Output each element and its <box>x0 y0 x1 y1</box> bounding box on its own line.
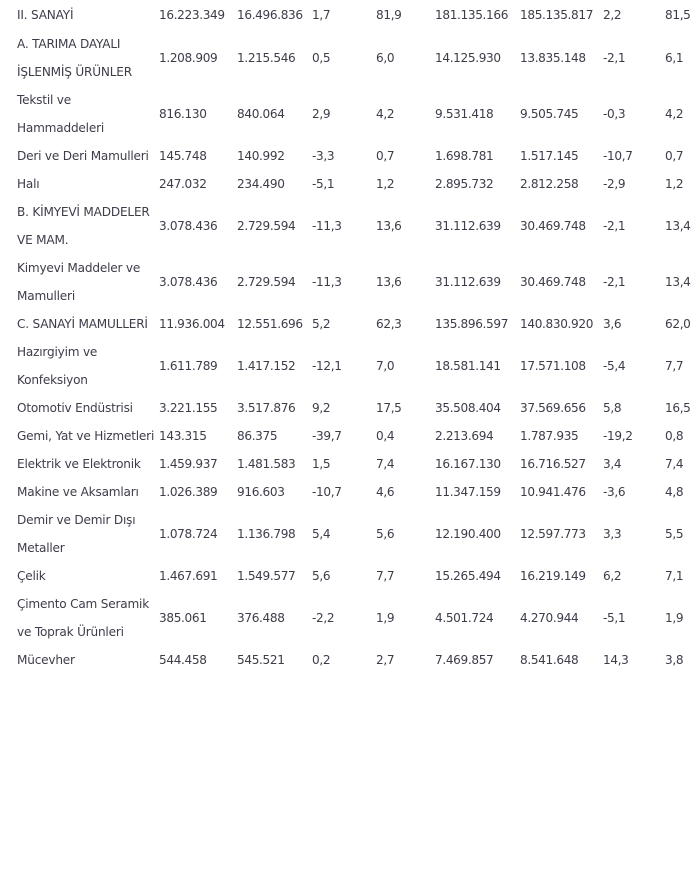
table-row <box>0 86 700 142</box>
sector-name-cell: Otomotiv Endüstrisi <box>17 401 133 415</box>
sector-name-cell: A. TARIMA DAYALI İŞLENMİŞ ÜRÜNLER <box>17 37 132 79</box>
share-cell: 1,2 <box>376 177 395 191</box>
sector-name-cell: Gemi, Yat ve Hizmetleri <box>17 429 155 443</box>
sector-name-cell: B. KİMYEVİ MADDELER VE MAM. <box>17 205 150 247</box>
change-cell: 6,2 <box>603 569 622 583</box>
change-cell: -2,2 <box>312 611 335 625</box>
change-cell: -3,6 <box>603 485 626 499</box>
share-cell: 7,7 <box>376 569 395 583</box>
share-cell: 4,6 <box>376 485 395 499</box>
table-row <box>0 562 700 590</box>
value-cell: 37.569.656 <box>520 401 586 415</box>
value-cell: 4.501.724 <box>435 611 494 625</box>
change-cell: -5,1 <box>603 611 626 625</box>
change-cell: 2,9 <box>312 107 331 121</box>
share-cell: 1,9 <box>665 611 684 625</box>
value-cell: 3.078.436 <box>159 219 218 233</box>
share-cell: 5,5 <box>665 527 684 541</box>
share-cell: 13,4 <box>665 219 691 233</box>
value-cell: 2.729.594 <box>237 275 296 289</box>
change-cell: 9,2 <box>312 401 331 415</box>
value-cell: 18.581.141 <box>435 359 501 373</box>
value-cell: 181.135.166 <box>435 8 509 22</box>
share-cell: 7,4 <box>665 457 684 471</box>
table-row <box>0 170 700 198</box>
value-cell: 11.347.159 <box>435 485 501 499</box>
sector-name-cell: Deri ve Deri Mamulleri <box>17 149 149 163</box>
change-cell: -5,1 <box>312 177 335 191</box>
share-cell: 3,8 <box>665 653 684 667</box>
change-cell: 1,7 <box>312 8 331 22</box>
value-cell: 12.597.773 <box>520 527 586 541</box>
value-cell: 13.835.148 <box>520 51 586 65</box>
table-row <box>0 506 700 562</box>
share-cell: 0,8 <box>665 429 684 443</box>
value-cell: 9.531.418 <box>435 107 494 121</box>
change-cell: -11,3 <box>312 275 342 289</box>
sector-name-cell: Çelik <box>17 569 46 583</box>
value-cell: 140.992 <box>237 149 285 163</box>
share-cell: 13,6 <box>376 219 402 233</box>
share-cell: 6,0 <box>376 51 395 65</box>
value-cell: 1.787.935 <box>520 429 579 443</box>
sector-name-cell: Makine ve Aksamları <box>17 485 139 499</box>
sector-name-cell: II. SANAYİ <box>17 8 74 22</box>
value-cell: 185.135.817 <box>520 8 594 22</box>
share-cell: 4,2 <box>665 107 684 121</box>
value-cell: 3.221.155 <box>159 401 218 415</box>
share-cell: 0,7 <box>376 149 395 163</box>
table-row <box>0 310 700 338</box>
change-cell: -2,1 <box>603 51 626 65</box>
sector-name-cell: Mücevher <box>17 653 75 667</box>
value-cell: 385.061 <box>159 611 207 625</box>
change-cell: 3,4 <box>603 457 622 471</box>
value-cell: 143.315 <box>159 429 207 443</box>
change-cell: 3,3 <box>603 527 622 541</box>
value-cell: 17.571.108 <box>520 359 586 373</box>
change-cell: -0,3 <box>603 107 626 121</box>
share-cell: 2,7 <box>376 653 395 667</box>
share-cell: 1,2 <box>665 177 684 191</box>
share-cell: 62,0 <box>665 317 691 331</box>
table-row <box>0 142 700 170</box>
value-cell: 145.748 <box>159 149 207 163</box>
value-cell: 4.270.944 <box>520 611 579 625</box>
change-cell: -10,7 <box>312 485 342 499</box>
table-row <box>0 254 700 310</box>
change-cell: 3,6 <box>603 317 622 331</box>
value-cell: 1.208.909 <box>159 51 218 65</box>
sector-name-cell: Hazırgiyim ve Konfeksiyon <box>17 345 98 387</box>
value-cell: 9.505.745 <box>520 107 579 121</box>
table-row <box>0 338 700 394</box>
table-row <box>0 30 700 86</box>
table-row <box>0 198 700 254</box>
value-cell: 31.112.639 <box>435 219 501 233</box>
table-row <box>0 394 700 422</box>
value-cell: 2.729.594 <box>237 219 296 233</box>
value-cell: 35.508.404 <box>435 401 501 415</box>
table-row <box>0 450 700 478</box>
value-cell: 1.467.691 <box>159 569 218 583</box>
change-cell: 14,3 <box>603 653 629 667</box>
share-cell: 13,6 <box>376 275 402 289</box>
change-cell: 5,4 <box>312 527 331 541</box>
change-cell: -2,1 <box>603 219 626 233</box>
value-cell: 247.032 <box>159 177 207 191</box>
table-row <box>0 590 700 646</box>
share-cell: 5,6 <box>376 527 395 541</box>
change-cell: 0,2 <box>312 653 331 667</box>
table-row <box>0 422 700 450</box>
change-cell: 5,6 <box>312 569 331 583</box>
change-cell: 5,8 <box>603 401 622 415</box>
value-cell: 30.469.748 <box>520 275 586 289</box>
sector-name-cell: Elektrik ve Elektronik <box>17 457 141 471</box>
change-cell: -2,9 <box>603 177 626 191</box>
value-cell: 16.223.349 <box>159 8 225 22</box>
value-cell: 15.265.494 <box>435 569 501 583</box>
value-cell: 1.481.583 <box>237 457 296 471</box>
sector-name-cell: Tekstil ve Hammaddeleri <box>17 93 105 135</box>
value-cell: 234.490 <box>237 177 285 191</box>
value-cell: 1.136.798 <box>237 527 296 541</box>
value-cell: 1.549.577 <box>237 569 296 583</box>
value-cell: 2.213.694 <box>435 429 494 443</box>
value-cell: 7.469.857 <box>435 653 494 667</box>
value-cell: 1.611.789 <box>159 359 218 373</box>
value-cell: 12.551.696 <box>237 317 303 331</box>
value-cell: 916.603 <box>237 485 285 499</box>
share-cell: 0,7 <box>665 149 684 163</box>
value-cell: 12.190.400 <box>435 527 501 541</box>
value-cell: 31.112.639 <box>435 275 501 289</box>
sector-name-cell: Halı <box>17 177 40 191</box>
share-cell: 1,9 <box>376 611 395 625</box>
value-cell: 840.064 <box>237 107 285 121</box>
value-cell: 2.812.258 <box>520 177 579 191</box>
value-cell: 3.517.876 <box>237 401 296 415</box>
value-cell: 86.375 <box>237 429 278 443</box>
change-cell: -11,3 <box>312 219 342 233</box>
share-cell: 81,5 <box>665 8 691 22</box>
sector-name-cell: C. SANAYİ MAMULLERİ <box>17 317 148 331</box>
value-cell: 1.417.152 <box>237 359 296 373</box>
value-cell: 545.521 <box>237 653 285 667</box>
value-cell: 1.026.389 <box>159 485 218 499</box>
value-cell: 16.219.149 <box>520 569 586 583</box>
value-cell: 2.895.732 <box>435 177 494 191</box>
value-cell: 10.941.476 <box>520 485 586 499</box>
value-cell: 8.541.648 <box>520 653 579 667</box>
share-cell: 7,0 <box>376 359 395 373</box>
value-cell: 16.496.836 <box>237 8 303 22</box>
change-cell: -39,7 <box>312 429 342 443</box>
share-cell: 0,4 <box>376 429 395 443</box>
value-cell: 135.896.597 <box>435 317 509 331</box>
change-cell: 0,5 <box>312 51 331 65</box>
value-cell: 30.469.748 <box>520 219 586 233</box>
share-cell: 4,2 <box>376 107 395 121</box>
value-cell: 3.078.436 <box>159 275 218 289</box>
change-cell: -2,1 <box>603 275 626 289</box>
value-cell: 1.459.937 <box>159 457 218 471</box>
value-cell: 1.517.145 <box>520 149 579 163</box>
share-cell: 4,8 <box>665 485 684 499</box>
share-cell: 16,5 <box>665 401 691 415</box>
value-cell: 11.936.004 <box>159 317 225 331</box>
share-cell: 6,1 <box>665 51 684 65</box>
value-cell: 544.458 <box>159 653 207 667</box>
change-cell: -3,3 <box>312 149 335 163</box>
change-cell: -12,1 <box>312 359 342 373</box>
value-cell: 140.830.920 <box>520 317 594 331</box>
table-row <box>0 646 700 674</box>
share-cell: 7,4 <box>376 457 395 471</box>
value-cell: 14.125.930 <box>435 51 501 65</box>
share-cell: 13,4 <box>665 275 691 289</box>
share-cell: 81,9 <box>376 8 402 22</box>
sector-name-cell: Kimyevi Maddeler ve Mamulleri <box>17 261 141 303</box>
share-cell: 62,3 <box>376 317 402 331</box>
change-cell: -19,2 <box>603 429 633 443</box>
change-cell: -5,4 <box>603 359 626 373</box>
sector-name-cell: Çimento Cam Seramik ve Toprak Ürünleri <box>17 597 150 639</box>
value-cell: 16.716.527 <box>520 457 586 471</box>
share-cell: 17,5 <box>376 401 402 415</box>
change-cell: 1,5 <box>312 457 331 471</box>
value-cell: 16.167.130 <box>435 457 501 471</box>
table-row <box>0 0 700 30</box>
share-cell: 7,1 <box>665 569 684 583</box>
change-cell: -10,7 <box>603 149 633 163</box>
value-cell: 1.215.546 <box>237 51 296 65</box>
value-cell: 376.488 <box>237 611 285 625</box>
value-cell: 1.078.724 <box>159 527 218 541</box>
value-cell: 1.698.781 <box>435 149 494 163</box>
table-row <box>0 478 700 506</box>
change-cell: 2,2 <box>603 8 622 22</box>
sector-name-cell: Demir ve Demir Dışı Metaller <box>17 513 136 555</box>
share-cell: 7,7 <box>665 359 684 373</box>
change-cell: 5,2 <box>312 317 331 331</box>
value-cell: 816.130 <box>159 107 207 121</box>
